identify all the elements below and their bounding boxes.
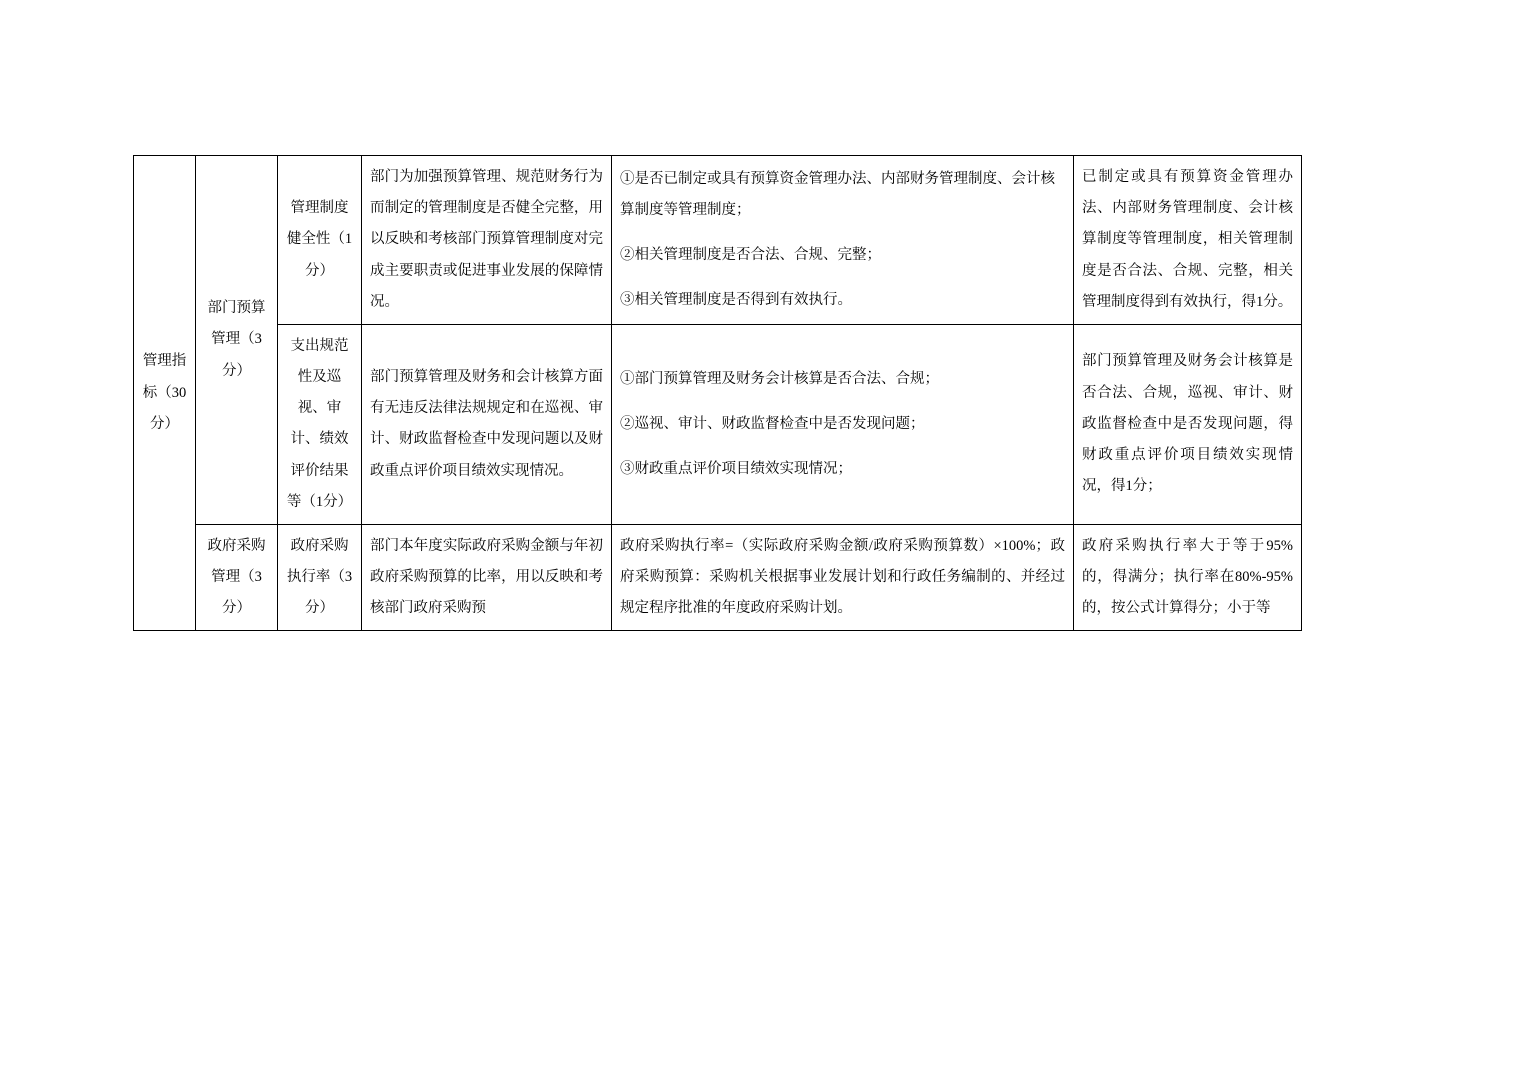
cell-criteria-procurement: 政府采购执行率=（实际政府采购金额/政府采购预算数）×100%；政府采购预算：采购机关根据事业发展计划和行政任务编制的、并经过规定程序批准的年度政府采购计划。 — [612, 524, 1074, 631]
cell-level3-indicator-procurement: 政府采购执行率（3分） — [278, 524, 362, 631]
cell-scoring-expenditure: 部门预算管理及财务会计核算是否合法、合规，巡视、审计、财政监督检查中是否发现问题，得财政重点评价项目绩效实现情况，得1分； — [1074, 324, 1302, 524]
table-row — [134, 524, 1302, 631]
cell-level2-category-procurement: 政府采购管理（3分） — [196, 524, 278, 631]
criteria-line: ②相关管理制度是否合法、合规、完整； — [620, 246, 881, 263]
criteria-line: ①是否已制定或具有预算资金管理办法、内部财务管理制度、会计核算制度等管理制度； — [620, 170, 1055, 218]
cell-level3-indicator-system: 管理制度健全性（1分） — [278, 156, 362, 325]
cell-description-system: 部门为加强预算管理、规范财务行为而制定的管理制度是否健全完整，用以反映和考核部门预算管理制度对完成主要职责或促进事业发展的保障情况。 — [362, 156, 612, 325]
cell-description-expenditure: 部门预算管理及财务和会计核算方面有无违反法律法规规定和在巡视、审计、财政监督检查中发现问题以及财政重点评价项目绩效实现情况。 — [362, 324, 612, 524]
cell-scoring-system: 已制定或具有预算资金管理办法、内部财务管理制度、会计核算制度等管理制度，相关管理制度是否合法、合规、完整，相关管理制度得到有效执行，得1分。 — [1074, 156, 1302, 325]
table-row — [134, 324, 1302, 524]
criteria-line: ③相关管理制度是否得到有效执行。 — [620, 292, 852, 309]
cell-criteria-expenditure — [612, 324, 1074, 524]
criteria-line: ②巡视、审计、财政监督检查中是否发现问题； — [620, 415, 925, 432]
cell-level2-category-budget: 部门预算管理（3分） — [196, 156, 278, 525]
criteria-line: ①部门预算管理及财务会计核算是否合法、合规； — [620, 370, 939, 387]
cell-criteria-system — [612, 156, 1074, 325]
cell-scoring-procurement: 政府采购执行率大于等于95%的，得满分；执行率在80%-95%的，按公式计算得分；小于等 — [1074, 524, 1302, 631]
criteria-line: ③财政重点评价项目绩效实现情况； — [620, 460, 852, 477]
performance-indicator-table — [133, 155, 1302, 631]
cell-level3-indicator-expenditure: 支出规范性及巡视、审计、绩效评价结果等（1分） — [278, 324, 362, 524]
table-row — [134, 156, 1302, 325]
cell-description-procurement: 部门本年度实际政府采购金额与年初政府采购预算的比率，用以反映和考核部门政府采购预 — [362, 524, 612, 631]
cell-level1-category: 管理指标（30分） — [134, 156, 196, 631]
